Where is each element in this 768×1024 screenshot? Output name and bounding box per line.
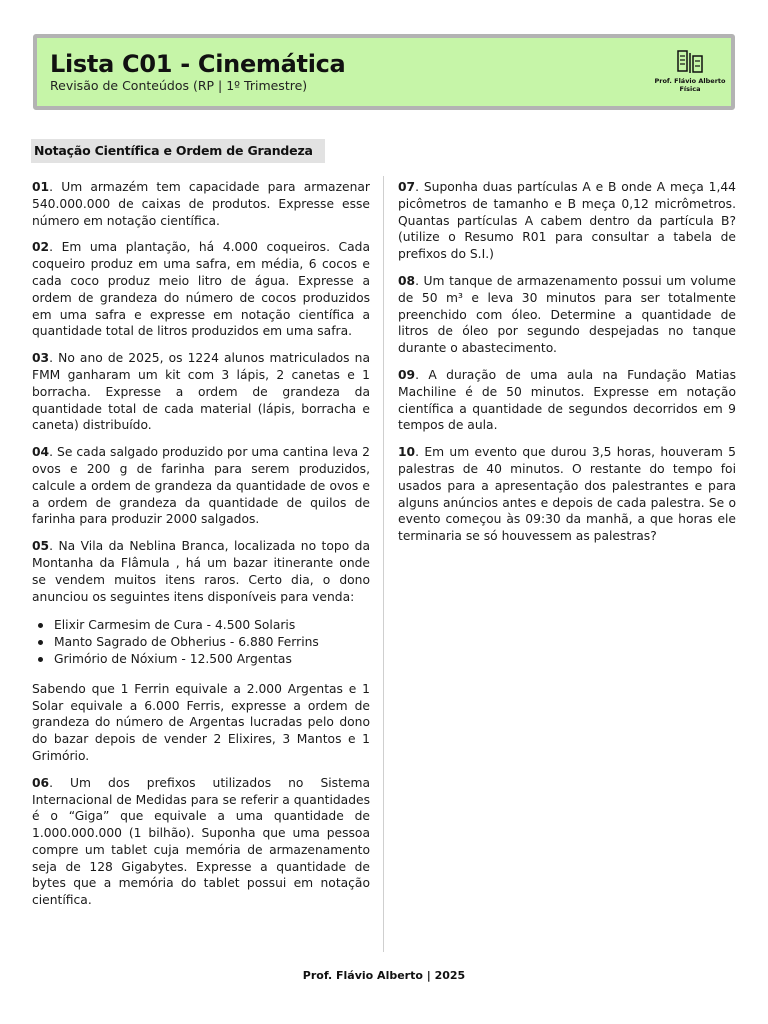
book-logo-icon: [675, 47, 705, 77]
question-10: [398, 444, 736, 545]
page-footer: Prof. Flávio Alberto | 2025: [302, 969, 466, 982]
page-subtitle: Revisão de Conteúdos (RP | 1º Trimestre): [50, 78, 308, 93]
question-text: . Um dos prefixos utilizados no Sistema Internacional de Medidas para se referir a quantidades é o “Giga” que equivale a uma quantidade de 1.000.000.000 (1 bilhão). Suponha que uma pessoa compre um tablet cuja memória de armazenamento seja de 128 Gigabytes. Expresse a quantidade de bytes que a memória do tablet possui em notação científica.: [32, 775, 370, 908]
logo-author-name: Prof. Flávio Alberto: [654, 77, 726, 85]
item-list: [32, 617, 370, 667]
question-text: . Um tanque de armazenamento possui um volume de 50 m³ e leva 30 minutos para ser totalmente preenchido com óleo. Determine a quantidade de litros de óleo por segundo despejadas no tanque durante o abastecimento.: [398, 273, 736, 356]
question-text: . Em um evento que durou 3,5 horas, houveram 5 palestras de 40 minutos. O restante do tempo foi usados para a apresentação dos palestrantes e para alguns anúncios antes e depois de cada palestra. Se o evento começou às 09:30 da manhã, a que horas ele terminaria se só houvessem as palestras?: [398, 445, 736, 544]
question-08: [398, 273, 736, 357]
header-banner: [33, 34, 735, 110]
author-logo: [652, 47, 728, 103]
right-column: [398, 179, 736, 555]
column-divider: [383, 176, 384, 952]
question-09: [398, 367, 736, 434]
question-text: . Suponha duas partículas A e B onde A meça 1,44 picômetros de tamanho e B meça 0,12 micrômetros. Quantas partículas A cabem dentro da partícula B? (utilize o Resumo R01 para consultar a tabela de prefixos do S.I.): [398, 180, 736, 262]
list-item: Elixir Carmesim de Cura - 4.500 Solaris: [32, 617, 370, 634]
question-text: . Se cada salgado produzido por uma cantina leva 2 ovos e 200 g de farinha para serem produzidos, calcule a ordem de grandeza da quantidade de ovos e a ordem de grandeza da quantidade de quilos de farinha para produzir 2000 salgados.: [32, 445, 370, 527]
question-text: . No ano de 2025, os 1224 alunos matriculados na FMM ganharam um kit com 3 lápis, 2 canetas e 1 borracha. Expresse a ordem de grandeza da quantidade total de cada material (lápis, borracha e caneta) distribuído.: [32, 351, 370, 433]
question-number: 02: [32, 240, 50, 255]
question-number: 05: [32, 539, 50, 554]
question-01: [32, 179, 370, 229]
question-text: . Na Vila da Neblina Branca, localizada no topo da Montanha da Flâmula , há um bazar itinerante onde se vendem muitos itens raros. Certo dia, o dono anunciou os seguintes itens disponíveis para venda:: [32, 539, 370, 604]
question-text: . Em uma plantação, há 4.000 coqueiros. Cada coqueiro produz em uma safra, em média, 6 cocos e cada coco produz meio litro de água. Expresse a ordem de grandeza do número de cocos produzidos em uma safra e expresse em notação científica a quantidade total de litros produzidos em uma safra.: [32, 240, 370, 339]
question-05: [32, 538, 370, 765]
question-text: . A duração de uma aula na Fundação Matias Machiline é de 50 minutos. Expresse em notação científica a quantidade de segundos decorridos em 9 tempos de aula.: [398, 367, 736, 433]
question-07: [398, 179, 736, 263]
left-column: [32, 179, 370, 919]
list-item: Grimório de Nóxium - 12.500 Argentas: [32, 651, 370, 668]
question-text: . Um armazém tem capacidade para armazenar 540.000.000 de caixas de produtos. Expresse esse número em notação científica.: [32, 180, 370, 228]
list-item: Manto Sagrado de Obherius - 6.880 Ferrins: [32, 634, 370, 651]
section-title: Notação Científica e Ordem de Grandeza: [31, 139, 325, 163]
question-04: [32, 444, 370, 528]
question-05-intro: [32, 538, 370, 605]
question-number: 09: [398, 367, 416, 382]
question-03: [32, 350, 370, 434]
logo-subject: Física: [679, 85, 701, 93]
question-06: [32, 775, 370, 909]
page-title: Lista C01 - Cinemática: [50, 50, 346, 78]
question-05-followup: Sabendo que 1 Ferrin equivale a 2.000 Argentas e 1 Solar equivale a 6.000 Ferris, expresse a ordem de grandeza do número de Argentas lucradas pelo dono do bazar depois de vender 2 Elixires, 3 Mantos e 1 Grimório.: [32, 681, 370, 763]
question-number: 03: [32, 351, 50, 366]
question-02: [32, 239, 370, 340]
question-number: 06: [32, 775, 50, 790]
question-number: 04: [32, 445, 50, 460]
question-number: 10: [398, 445, 416, 460]
question-number: 07: [398, 180, 416, 194]
question-number: 08: [398, 273, 416, 288]
question-number: 01: [32, 180, 50, 194]
